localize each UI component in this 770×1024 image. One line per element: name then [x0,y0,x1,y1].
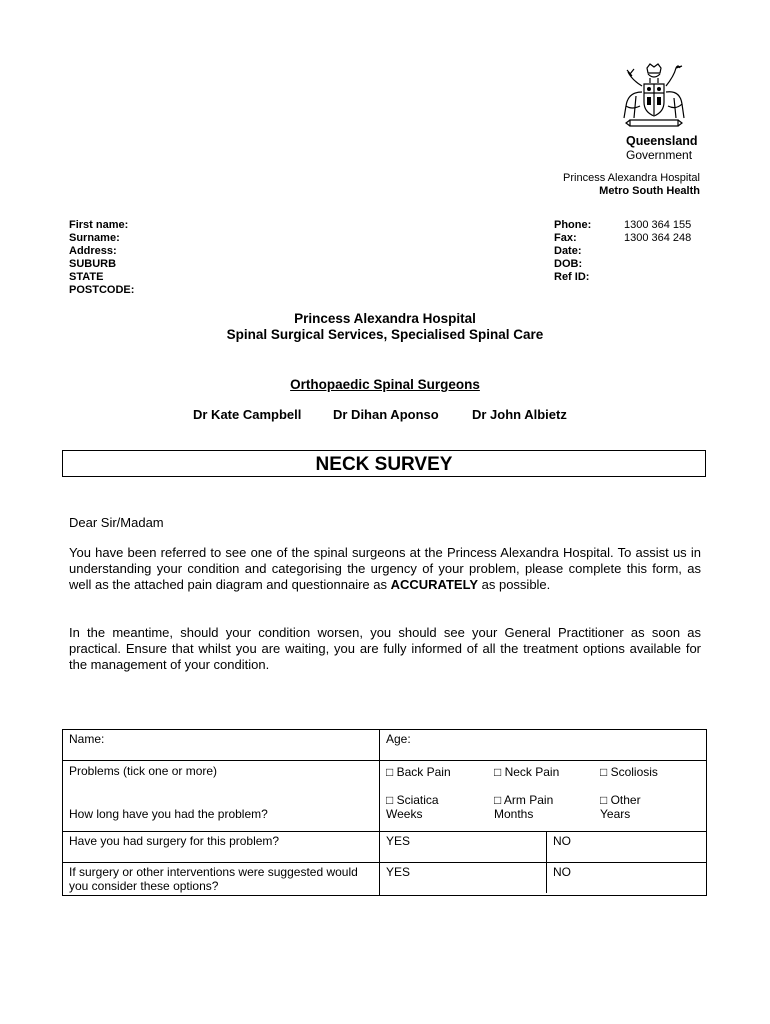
header-health-service: Metro South Health [599,185,700,197]
table-row [63,863,707,896]
interventions-question: If surgery or other interventions were suggested would you consider these options? [63,863,380,896]
doctor-name: Dr John Albietz [472,407,567,422]
surgeons-heading: Orthopaedic Spinal Surgeons [290,377,480,392]
doctor-name: Dr Dihan Aponso [333,407,439,422]
surgery-yes-option[interactable]: YES [380,832,547,862]
logo-wordmark-line2: Government [626,148,693,162]
suburb-label: SUBURB [69,258,117,270]
surgery-no-option[interactable]: NO [553,834,571,848]
table-row [63,730,707,761]
months-option[interactable]: Months [494,807,534,821]
coat-of-arms-icon [614,62,694,134]
salutation: Dear Sir/Madam [69,515,164,530]
intro-text: You have been referred to see one of the spinal surgeons at the Princess Alexandra Hospital. To assist us in understanding your condition and categorising the urgency of your problem, please complete this form, as well as the attached pain diagram and questionnaire as [69,545,701,592]
logo-wordmark-line1: Queensland [626,134,698,148]
interventions-answer-cell [380,863,707,896]
other-checkbox[interactable]: □ Other [600,793,641,807]
instructions-paragraph: In the meantime, should your condition worsen, you should see your General Practitioner as soon as practical. Ensure that whilst you are waiting, you are fully informed of all the treatment options available for the management of your condition. [69,625,701,672]
survey-table [62,729,707,896]
service-description: Spinal Surgical Services, Specialised Spinal Care [226,327,544,342]
contact-fields [554,219,691,284]
age-label[interactable]: Age: [380,730,707,761]
sciatica-checkbox[interactable]: □ Sciatica [386,793,439,807]
fax-label: Fax: [554,232,577,244]
intro-text-end: as possible. [478,577,551,592]
name-label[interactable]: Name: [63,730,380,761]
emphasis-text: ACCURATELY [390,577,479,592]
doctors-list [0,407,770,425]
state-label: STATE [69,271,104,283]
surgery-question: Have you had surgery for this problem? [63,832,380,863]
patient-fields [69,219,134,297]
queensland-government-logo [614,62,714,162]
first-name-label: First name: [69,219,129,231]
phone-label: Phone: [554,219,592,231]
doctor-name: Dr Kate Campbell [193,407,302,422]
surname-label: Surname: [69,232,120,244]
problems-label: Problems (tick one or more) [69,764,218,778]
table-row [63,761,707,832]
postcode-label: POSTCODE: [69,284,135,296]
years-option[interactable]: Years [600,807,631,821]
fax-value: 1300 364 248 [624,232,692,244]
ref-id-label: Ref ID: [554,271,590,283]
duration-label: How long have you had the problem? [69,807,268,821]
neck-pain-checkbox[interactable]: □ Neck Pain [494,765,560,779]
surgery-answer-cell [380,832,707,863]
date-label: Date: [554,245,582,257]
interventions-no-option[interactable]: NO [553,865,571,879]
problem-options-cell [380,761,707,832]
phone-value: 1300 364 155 [624,219,692,231]
header-hospital: Princess Alexandra Hospital [563,172,700,184]
table-row [63,832,707,863]
problems-duration-cell [63,761,380,832]
service-hospital: Princess Alexandra Hospital [294,311,476,326]
intro-paragraph [69,545,701,593]
back-pain-checkbox[interactable]: □ Back Pain [386,765,451,779]
form-title: NECK SURVEY [62,450,706,477]
interventions-yes-option[interactable]: YES [380,863,547,893]
dob-label: DOB: [554,258,583,270]
scoliosis-checkbox[interactable]: □ Scoliosis [600,765,658,779]
weeks-option[interactable]: Weeks [386,807,423,821]
arm-pain-checkbox[interactable]: □ Arm Pain [494,793,554,807]
address-label: Address: [69,245,117,257]
